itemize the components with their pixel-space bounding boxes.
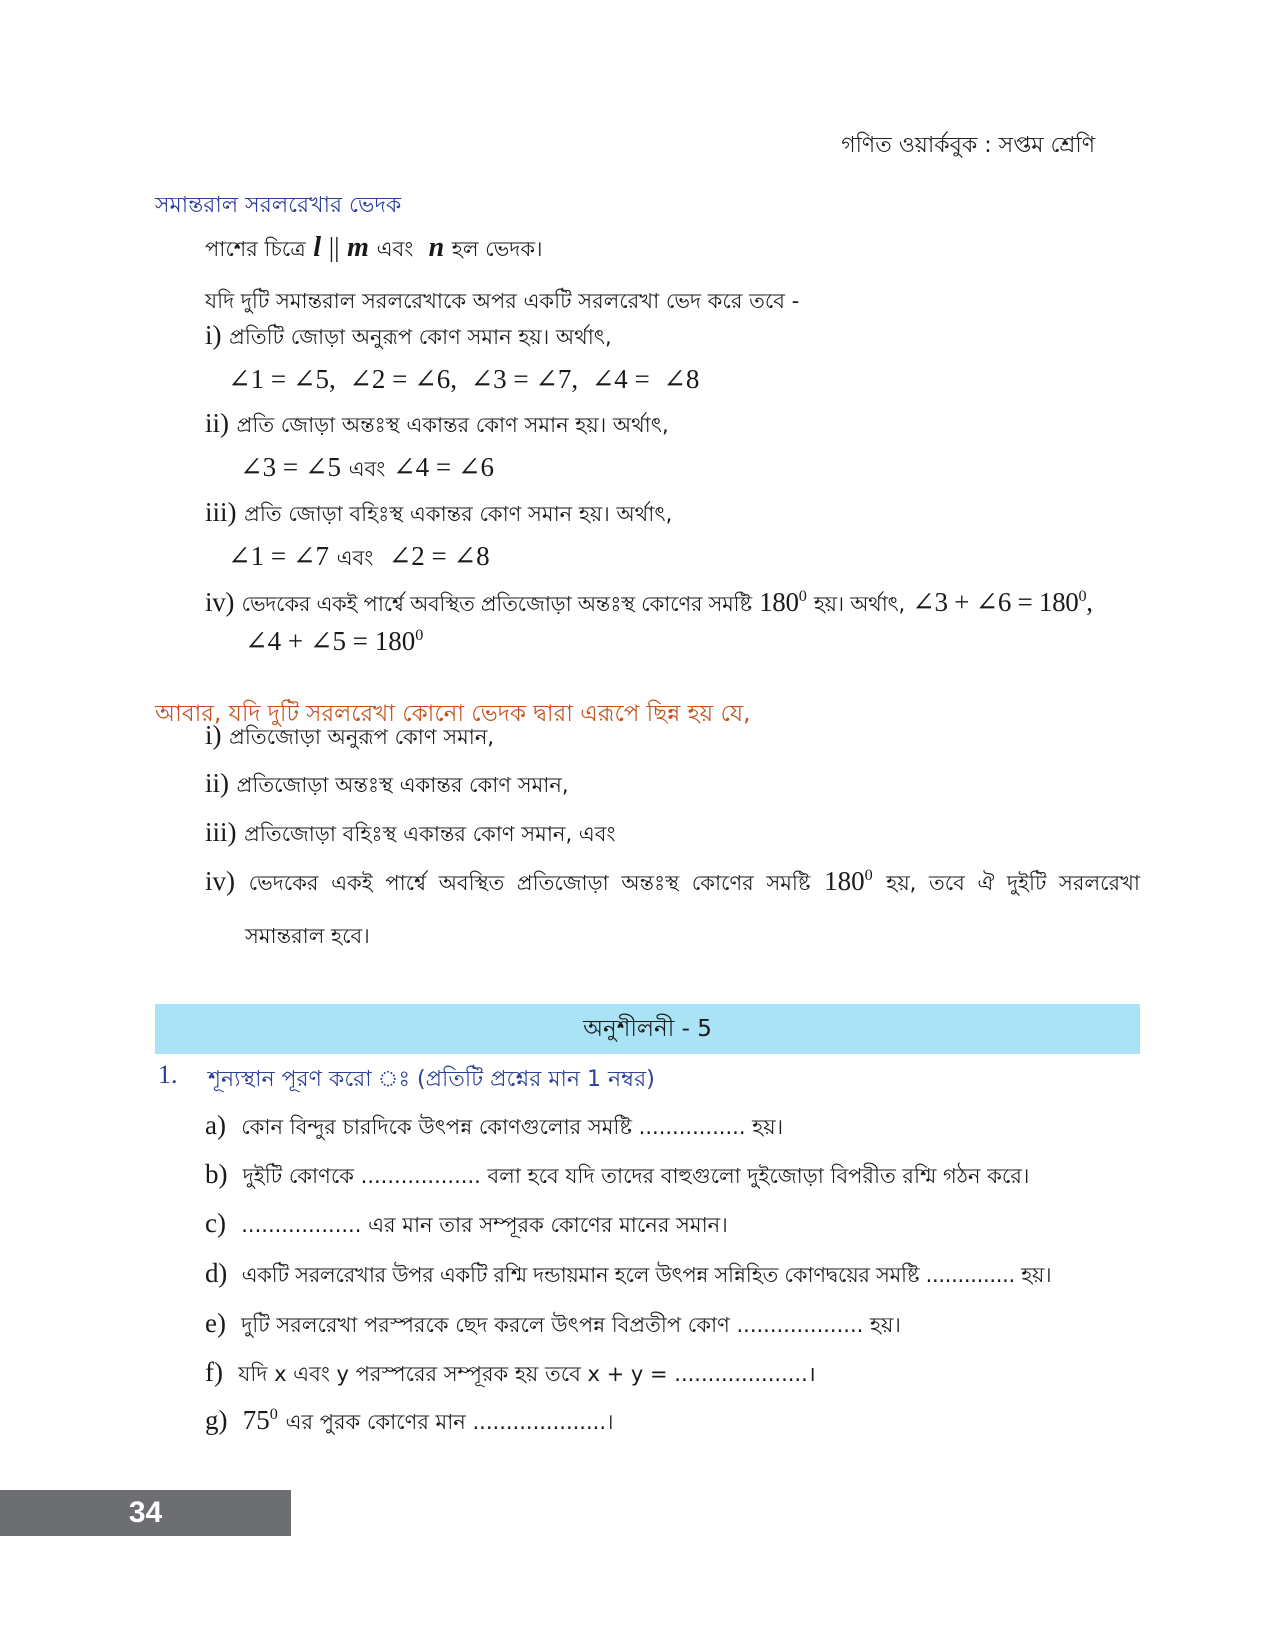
q1-item-c-text: .................. এর মান তার সম্পূরক কোণের মানের সমান।: [241, 1213, 728, 1237]
q1-item-f-text: যদি x এবং y পরস্পরের সম্পূরক হয় তবে x + y = ....................।: [238, 1362, 816, 1386]
converse-i-text: প্রতিজোড়া অনুরূপ কোণ সমান,: [229, 725, 495, 749]
property-iii-math: [228, 541, 490, 577]
property-ii-num: ii): [205, 408, 229, 438]
property-i-num: i): [205, 320, 222, 350]
property-iv: [205, 587, 1093, 623]
q1-item-b: [205, 1159, 1029, 1195]
property-iv-degree: $180^0$: [759, 587, 807, 617]
intro-pre: পাশের চিত্রে: [205, 237, 306, 261]
q1-item-g-degree: $75^0$: [242, 1405, 278, 1435]
converse-i: [205, 720, 494, 756]
line-l: l: [313, 232, 322, 263]
question-number: 1.: [158, 1060, 178, 1089]
q1-item-d-text: একটি সরলরেখার উপর একটি রশ্মি দন্ডায়মান হলে উৎপন্ন সন্নিহিত কোণদ্বয়ের সমষ্টি .............. হয়।: [241, 1263, 1052, 1287]
line-m: m: [347, 232, 369, 263]
property-iv-math-b: ∠4 + ∠5 = $180^0$: [245, 626, 424, 656]
q1-item-g-letter: g): [205, 1405, 228, 1435]
question-title: শূন্যস্থান পূরণ করো ঃ (প্রতিটি প্রশ্নের মান 1 নম্বর): [208, 1067, 655, 1092]
converse-ii: [205, 768, 569, 804]
property-iii: [205, 497, 672, 533]
page-number-bar: [0, 1490, 291, 1536]
q1-item-c: [205, 1208, 728, 1244]
property-iii-num: iii): [205, 497, 237, 527]
running-head: গণিত ওয়ার্কবুক : সপ্তম শ্রেণি: [841, 133, 1095, 158]
converse-iv-degree: $180^0$: [824, 866, 873, 896]
q1-item-d: [205, 1258, 1051, 1294]
property-ii-text: প্রতি জোড়া অন্তঃস্থ একান্তর কোণ সমান হয়। অর্থাৎ,: [236, 413, 669, 437]
intro-line: [205, 232, 543, 268]
property-iv-math-a: ∠3 + ∠6 = $180^0$,: [912, 587, 1093, 617]
property-iii-text: প্রতি জোড়া বহিঃস্থ একান্তর কোণ সমান হয়। অর্থাৎ,: [244, 502, 673, 526]
converse-iv: [205, 866, 1140, 902]
property-iv-text-a: ভেদকের একই পার্শ্বে অবস্থিত প্রতিজোড়া অন্তঃস্থ কোণের সমষ্টি: [241, 592, 752, 616]
intro-and: এবং: [376, 237, 414, 261]
q1-item-a: [205, 1110, 783, 1146]
q1-item-g: [205, 1405, 614, 1441]
converse-iii-num: iii): [205, 817, 237, 847]
q1-item-f-letter: f): [205, 1357, 223, 1387]
q1-item-f: [205, 1357, 816, 1393]
property-ii-math: [240, 452, 494, 488]
converse-i-num: i): [205, 720, 222, 750]
converse-intro: আবার, যদি দুটি সরলরেখা কোনো ভেদক দ্বারা এরূপে ছিন্ন হয় যে,: [155, 701, 751, 727]
q1-item-b-text: দুইটি কোণকে .................. বলা হবে যদি তাদের বাহুগুলো দুইজোড়া বিপরীত রশ্মি গঠন করে।: [242, 1164, 1030, 1188]
converse-iv-text-c: সমান্তরাল হবে।: [245, 924, 370, 948]
property-ii-math-and: এবং: [348, 457, 386, 481]
intro-post: হল ভেদক।: [451, 237, 543, 261]
property-iii-math-and: এবং: [336, 546, 374, 570]
exercise-header: [155, 1004, 1140, 1054]
page-number: 34: [128, 1496, 163, 1529]
converse-iii: [205, 817, 616, 853]
q1-item-a-letter: a): [205, 1110, 226, 1140]
q1-item-e-text: দুটি সরলরেখা পরস্পরকে ছেদ করলে উৎপন্ন বিপ্রতীপ কোণ ................... হয়।: [241, 1313, 901, 1337]
q1-item-c-letter: c): [205, 1208, 226, 1238]
converse-iv-text-b: হয়, তবে ঐ দুইটি সরলরেখা: [886, 871, 1140, 895]
property-ii-math-b: ∠4 = ∠6: [392, 452, 494, 482]
property-ii-math-a: ∠3 = ∠5: [240, 452, 341, 482]
property-iii-math-b: ∠2 = ∠8: [388, 541, 490, 571]
property-i-math: ∠1 = ∠5, ∠2 = ∠6, ∠3 = ∠7, ∠4 = ∠8: [228, 364, 700, 394]
property-i: [205, 320, 612, 356]
parallel-symbol: ||: [328, 232, 340, 262]
property-ii: [205, 408, 669, 444]
converse-ii-num: ii): [205, 768, 229, 798]
property-iv-num: iv): [205, 587, 235, 617]
converse-iii-text: প্রতিজোড়া বহিঃস্থ একান্তর কোণ সমান, এবং: [244, 822, 616, 846]
converse-ii-text: প্রতিজোড়া অন্তঃস্থ একান্তর কোণ সমান,: [236, 773, 569, 797]
statement: যদি দুটি সমান্তরাল সরলরেখাকে অপর একটি সরলরেখা ভেদ করে তবে -: [205, 289, 800, 313]
q1-item-g-text: এর পুরক কোণের মান ....................।: [285, 1410, 614, 1434]
property-i-text: প্রতিটি জোড়া অনুরূপ কোণ সমান হয়। অর্থাৎ,: [229, 325, 612, 349]
q1-item-b-letter: b): [205, 1159, 228, 1189]
section-title: সমান্তরাল সরলরেখার ভেদক: [155, 193, 402, 218]
q1-item-a-text: কোন বিন্দুর চারদিকে উৎপন্ন কোণগুলোর সমষ্টি ................ হয়।: [241, 1115, 784, 1139]
exercise-title: অনুশীলনী - 5: [583, 1015, 712, 1042]
property-iii-math-a: ∠1 = ∠7: [228, 541, 329, 571]
converse-iv-num: iv): [205, 866, 235, 896]
converse-iv-text-a: ভেদকের একই পার্শ্বে অবস্থিত প্রতিজোড়া অন্তঃস্থ কোণের সমষ্টি: [248, 871, 811, 895]
q1-item-d-letter: d): [205, 1258, 227, 1288]
property-iv-text-b: হয়। অর্থাৎ,: [813, 592, 905, 616]
line-n: n: [428, 232, 445, 263]
q1-item-e-letter: e): [205, 1308, 226, 1338]
q1-item-e: [205, 1308, 901, 1344]
